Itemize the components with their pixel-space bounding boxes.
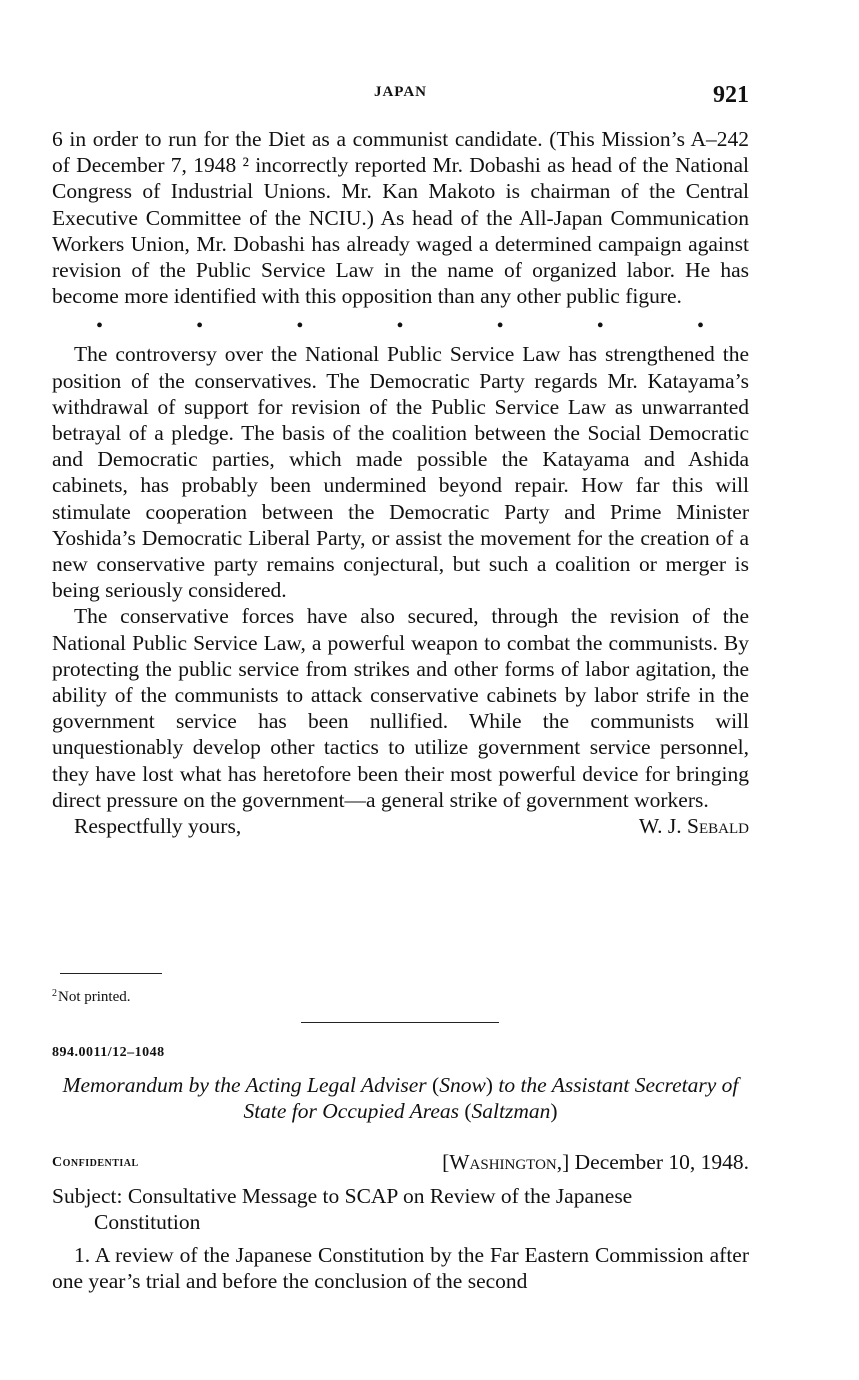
ellipsis-dot: •	[96, 315, 104, 338]
closing-line	[52, 813, 749, 839]
ellipsis-dot: •	[596, 315, 604, 338]
memo-paragraph-1-wrap	[52, 1242, 749, 1294]
memo-title-author: Snow	[439, 1073, 486, 1097]
paragraph-conservative-forces: The conservative forces have also secured, through the revision of the National Public Service Law, a powerful weapon to combat the communists. By protecting the public service from strikes and other forms of labor agitation, the ability of the communists to attack conservative cabinets by labor strife in the government service has been nullified. While the communists will unquestionably develop other tactics to utilize government service personnel, they have lost what has heretofore been their most powerful device for bringing direct pressure on the government—a general strike of government workers.	[52, 604, 749, 812]
ellipsis-dot: •	[696, 315, 704, 338]
memo-title-paren: )	[550, 1099, 558, 1123]
subject-block	[52, 1183, 749, 1235]
ellipsis-row	[52, 313, 749, 339]
file-number: 894.0011/12–1048	[52, 1045, 165, 1060]
subject-text-continued: Constitution	[94, 1210, 201, 1234]
dateline-place: [Washington,]	[442, 1150, 570, 1174]
classification-label: Confidential	[52, 1155, 139, 1170]
ellipsis-dot: •	[396, 315, 404, 338]
memo-title-paren: )	[485, 1073, 493, 1097]
subject-label: Subject:	[52, 1184, 123, 1208]
footnote	[52, 988, 131, 1006]
dateline-date: December 10, 1948.	[574, 1150, 749, 1174]
footnote-mark: 2	[52, 988, 57, 999]
signature: W. J. Sebald	[638, 814, 749, 839]
page-number: 921	[713, 82, 749, 108]
section-separator	[301, 1022, 499, 1023]
complimentary-close: Respectfully yours,	[74, 814, 242, 839]
dateline	[442, 1150, 749, 1175]
memo-title-recipient: Saltzman	[471, 1099, 551, 1123]
letter-body	[52, 126, 749, 839]
memo-paragraph-1: 1. A review of the Japanese Constitution by the Far Eastern Commission after one year’s trial and before the conclusion of the second	[52, 1243, 749, 1294]
paragraph-continued: 6 in order to run for the Diet as a communist candidate. (This Mission’s A–242 of December 7, 1948 ² incorrectly reported Mr. Dobashi as head of the National Congress of Industrial Unions. Mr. Kan Makoto is chairman of the Central Executive Committee of the NCIU.) As head of the All-Japan Communication Workers Union, Mr. Dobashi has already waged a determined campaign against revision of the Public Service Law in the name of organized labor. He has become more identified with this opposition than any other public figure.	[52, 127, 749, 309]
running-title: JAPAN	[373, 84, 428, 100]
memo-title-paren: (	[464, 1099, 472, 1123]
footnote-rule	[60, 973, 162, 974]
subject-text: Consultative Message to SCAP on Review of the Japanese	[127, 1184, 633, 1208]
memo-title-part: to the Assistant Secretary of State for Occupied Areas	[243, 1073, 739, 1123]
memo-title-part: Memorandum by the Acting Legal Adviser	[62, 1073, 427, 1097]
ellipsis-dot: •	[296, 315, 304, 338]
memo-title-paren: (	[432, 1073, 440, 1097]
ellipsis-dot: •	[196, 315, 204, 338]
running-header	[52, 82, 749, 112]
memo-title	[52, 1072, 749, 1124]
footnote-text: Not printed.	[58, 989, 131, 1005]
ellipsis-dot: •	[496, 315, 504, 338]
paragraph-controversy: The controversy over the National Public Service Law has strengthened the position of the conservatives. The Democratic Party regards Mr. Katayama’s withdrawal of support for revision of the Public Service Law as unwarranted betrayal of a pledge. The basis of the coalition between the Social Democratic and Democratic parties, which made possible the Katayama and Ashida cabinets, has probably been undermined beyond repair. How far this will stimulate cooperation between the Democratic Party and Prime Minister Yoshida’s Democratic Liberal Party, or assist the movement for the creation of a new conservative party remains conjectural, but such a coalition or merger is being seriously considered.	[52, 342, 749, 603]
